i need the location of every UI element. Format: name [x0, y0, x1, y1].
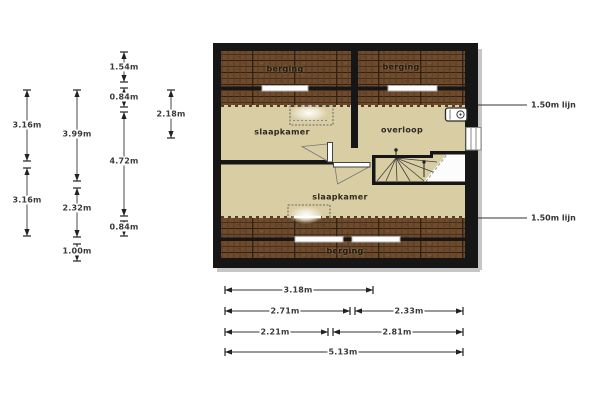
- dim-v4-seg1: 2.18m: [156, 109, 186, 119]
- dim-v2-seg3: 1.00m: [62, 246, 92, 256]
- window-icon: [466, 128, 481, 151]
- boiler-icon: [446, 108, 468, 121]
- dim-h1-seg1: 3.18m: [283, 285, 313, 295]
- dim-h3-seg2: 2.81m: [382, 327, 412, 337]
- storage-opening-top-right: [388, 86, 437, 92]
- dim-h2-seg2: 2.33m: [394, 306, 424, 316]
- dim-v1-seg1: 3.16m: [12, 120, 42, 130]
- dim-h3-seg1: 2.21m: [260, 327, 290, 337]
- dim-v3-seg3: 4.72m: [109, 156, 139, 166]
- door-leaf-left-bedroom: [328, 143, 333, 163]
- storage-opening-top-left: [262, 86, 308, 92]
- dim-v2-seg1: 3.99m: [62, 129, 92, 139]
- dim-v3-seg4: 0.84m: [109, 222, 139, 232]
- room-label-slaapkamer-left: slaapkamer: [254, 127, 310, 137]
- height-line-label-bottom: 1.50m lijn: [531, 213, 576, 223]
- dim-v1-seg2: 3.16m: [12, 195, 42, 205]
- door-leaf-bottom-bedroom: [334, 163, 371, 168]
- dim-v2-seg2: 2.32m: [62, 203, 92, 213]
- dim-v3-seg1: 1.54m: [109, 62, 139, 72]
- dim-v3-seg2: 0.84m: [109, 92, 139, 102]
- dim-h2-seg1: 2.71m: [270, 306, 300, 316]
- room-label-berging-top-right: berging: [382, 62, 420, 72]
- storage-opening-bottom-left: [295, 237, 343, 243]
- storage-opening-bottom-right: [352, 237, 400, 243]
- room-label-berging-bottom: berging: [326, 246, 364, 256]
- room-label-overloop: overloop: [381, 125, 423, 135]
- room-label-berging-top-left: berging: [266, 64, 304, 74]
- dim-h4-seg1: 5.13m: [328, 347, 358, 357]
- height-line-label-top: 1.50m lijn: [531, 100, 576, 110]
- room-label-slaapkamer-bottom: slaapkamer: [312, 192, 368, 202]
